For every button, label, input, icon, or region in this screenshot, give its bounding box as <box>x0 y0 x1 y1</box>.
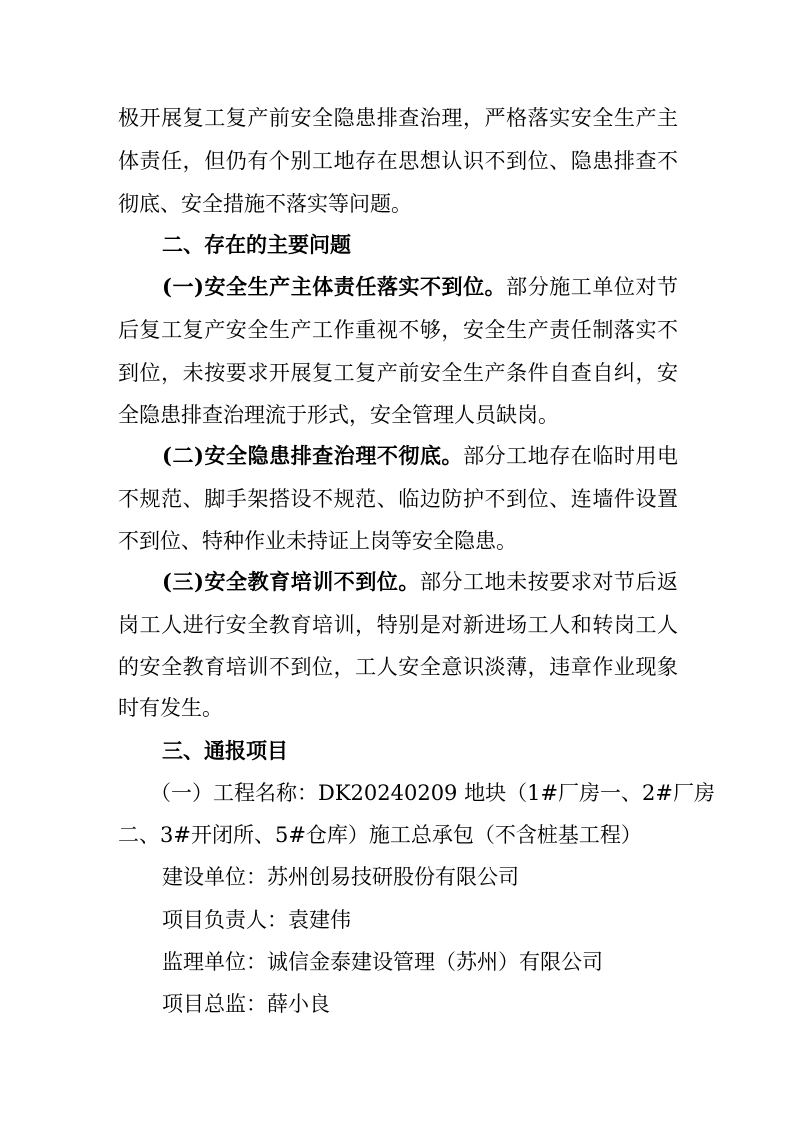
item3-line-3: 的安全教育培训不到位，工人安全意识淡薄，违章作业现象 <box>118 655 678 679</box>
item2-line-3: 不到位、特种作业未持证上岗等安全隐患。 <box>118 529 517 553</box>
item2-first-text: 部分工地存在临时用电 <box>463 444 678 468</box>
project1-name-line-1: （一）工程名称：DK20240209 地块（1#厂房一、2#厂房 <box>150 781 715 805</box>
item1-line-3: 到位，未按要求开展复工复产前安全生产条件自查自纠，安 <box>118 361 678 385</box>
item3-first-text: 部分工地未按要求对节后返 <box>419 570 678 594</box>
item3-first-line <box>162 567 678 597</box>
item2-line-2: 不规范、脚手架搭设不规范、临边防护不到位、连墙件设置 <box>118 487 678 511</box>
project1-supervisor: 监理单位：诚信金泰建设管理（苏州）有限公司 <box>162 950 603 974</box>
item1-line-4: 全隐患排查治理流于形式，安全管理人员缺岗。 <box>118 403 559 427</box>
section-heading-projects: 三、通报项目 <box>162 739 288 763</box>
item2-first-line <box>162 441 678 471</box>
intro-line-1: 极开展复工复产前安全隐患排查治理，严格落实安全生产主 <box>118 106 678 130</box>
item1-line-2: 后复工复产安全生产工作重视不够，安全生产责任制落实不 <box>118 318 678 342</box>
project1-name-line-2: 二、3#开闭所、5#仓库）施工总承包（不含桩基工程） <box>118 823 642 847</box>
project1-builder: 建设单位：苏州创易技研股份有限公司 <box>162 865 519 889</box>
section-heading-problems: 二、存在的主要问题 <box>162 233 351 257</box>
item3-title: (三)安全教育培训不到位。 <box>162 569 420 594</box>
project1-manager: 项目负责人：袁建伟 <box>162 908 351 932</box>
project1-chief-supervisor: 项目总监：薛小良 <box>162 992 330 1016</box>
intro-line-2: 体责任，但仍有个别工地存在思想认识不到位、隐患排查不 <box>118 149 678 173</box>
item1-title: (一)安全生产主体责任落实不到位。 <box>162 274 507 299</box>
intro-line-3: 彻底、安全措施不落实等问题。 <box>118 192 412 216</box>
item1-first-line <box>162 272 678 302</box>
item2-title: (二)安全隐患排查治理不彻底。 <box>162 443 464 468</box>
item3-line-2: 岗工人进行安全教育培训，特别是对新进场工人和转岗工人 <box>118 613 678 637</box>
item1-first-text: 部分施工单位对节 <box>506 275 678 299</box>
item3-line-4: 时有发生。 <box>118 696 223 720</box>
